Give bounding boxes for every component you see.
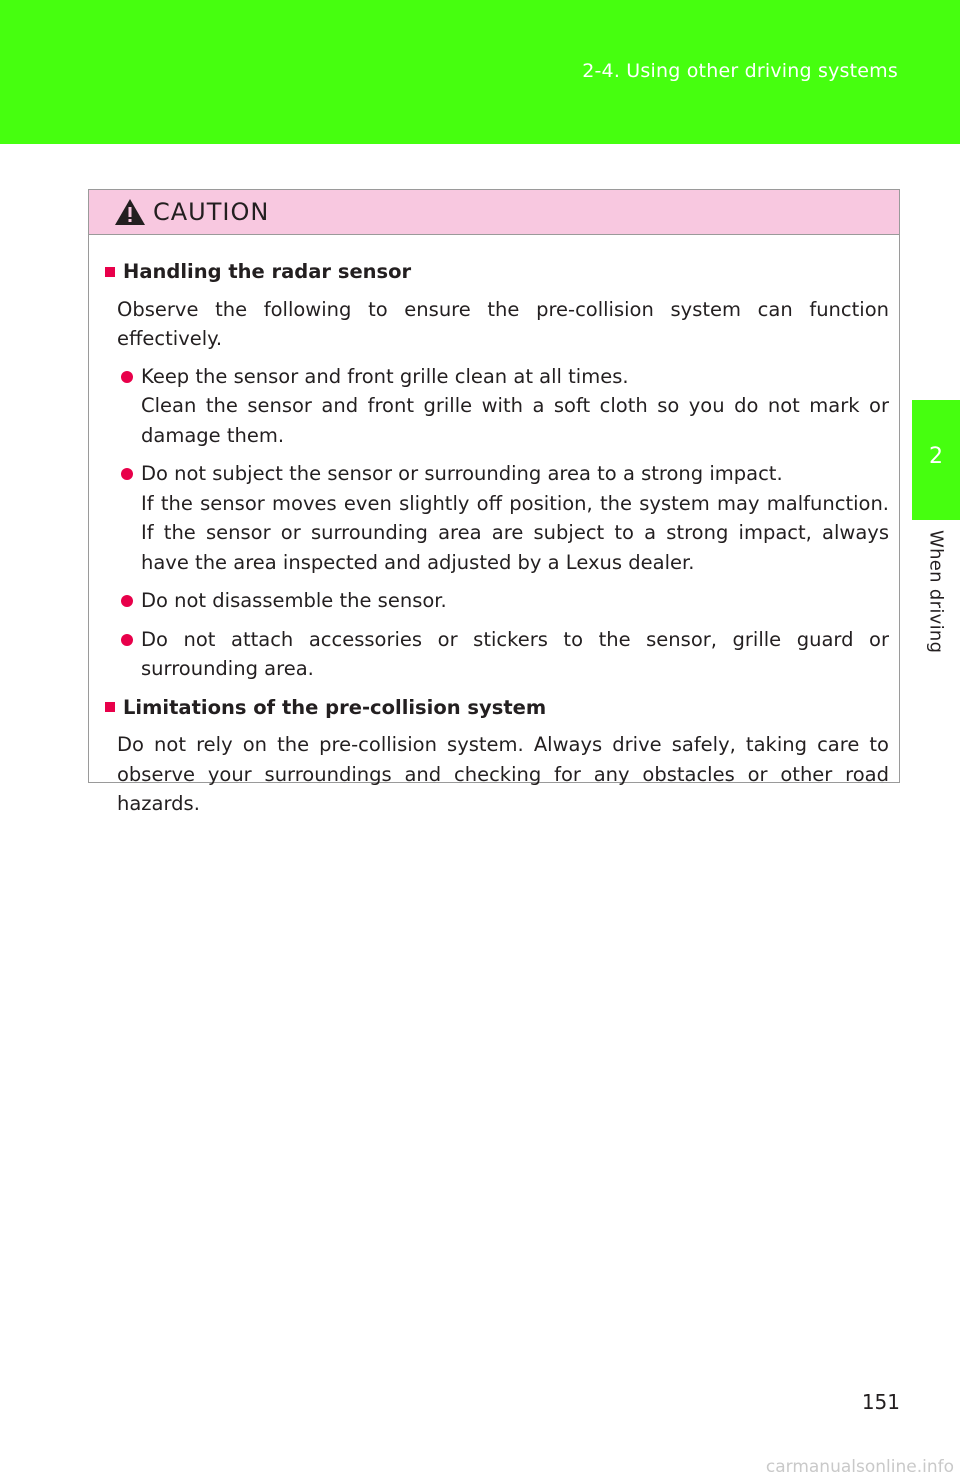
square-bullet-icon: [105, 702, 115, 712]
caution-header: [89, 190, 899, 235]
list-item: [105, 362, 889, 451]
item-main: Keep the sensor and front grille clean at all times.: [141, 364, 629, 388]
round-bullet-icon: [121, 371, 133, 383]
item-detail: If the sensor moves even slightly off position, the system may malfunction. If the sensor or surrounding area are subject to a strong impact, always have the area inspected and adjusted by a Lexus dealer.: [141, 491, 889, 574]
round-bullet-icon: [121, 468, 133, 480]
section-intro: Observe the following to ensure the pre-collision system can function effectively.: [117, 297, 889, 350]
caution-body: [89, 235, 899, 819]
section-heading-text: Limitations of the pre-collision system: [123, 695, 547, 719]
item-main: Do not disassemble the sensor.: [141, 589, 447, 612]
round-bullet-icon: [121, 595, 133, 607]
page-number: 151: [861, 1390, 900, 1414]
section-intro: Do not rely on the pre-collision system. Always drive safely, taking care to observe your surroundings and checking for any obstacles or other road hazards.: [117, 733, 889, 815]
chapter-number: 2: [929, 444, 943, 469]
list-item: [105, 625, 889, 684]
square-bullet-icon: [105, 267, 115, 277]
header-band: [0, 0, 960, 144]
section-title: 2-4. Using other driving systems: [582, 60, 898, 82]
chapter-tab: [912, 400, 960, 520]
list-item: [105, 459, 889, 577]
list-item: [105, 586, 889, 616]
section-heading: [105, 257, 889, 287]
caution-title: CAUTION: [153, 198, 270, 226]
section-heading-text: Handling the radar sensor: [123, 260, 412, 283]
item-main: Do not subject the sensor or surrounding area to a strong impact.: [141, 462, 783, 485]
item-main: Do not attach accessories or stickers to the sensor, grille guard or surrounding area.: [141, 627, 889, 680]
warning-triangle-icon: [113, 197, 147, 227]
item-detail: Clean the sensor and front grille with a soft cloth so you do not mark or damage them.: [141, 394, 889, 447]
caution-box: [88, 189, 900, 815]
chapter-label: [918, 530, 954, 670]
chapter-label-text: When driving: [925, 530, 947, 654]
section-heading: [105, 693, 889, 723]
watermark: carmanualsonline.info: [765, 1457, 954, 1477]
round-bullet-icon: [121, 634, 133, 646]
